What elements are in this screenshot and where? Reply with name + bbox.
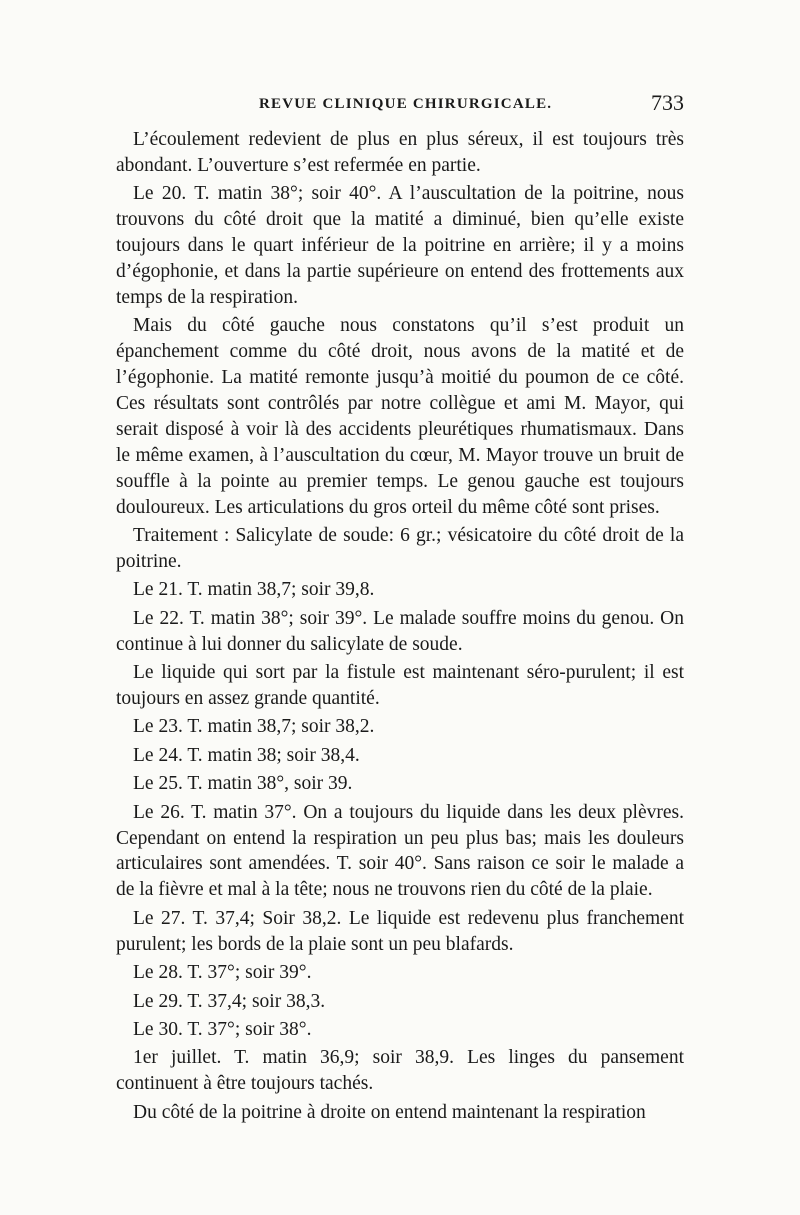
paragraph: Le 20. T. matin 38°; soir 40°. A l’auscultation de la poitrine, nous trouvons du côté droit que la matité a diminué, bien qu’elle existe toujours dans le quart inférieur de la poitrine en arrière; il y a moins d’égophonie, et dans la partie supérieure on entend des frottements aux temps de la respiration. xyxy=(116,183,684,308)
paragraph: Le 21. T. matin 38,7; soir 39,8. xyxy=(133,579,375,601)
page-header xyxy=(116,90,684,120)
paragraph: Le 28. T. 37°; soir 39°. xyxy=(133,962,312,984)
paragraph: Le 25. T. matin 38°, soir 39. xyxy=(133,773,353,795)
paragraph: 1er juillet. T. matin 36,9; soir 38,9. Les linges du pansement continuent à être toujours tachés. xyxy=(116,1047,684,1095)
running-title: REVUE CLINIQUE CHIRURGICALE. xyxy=(259,96,553,112)
body-text xyxy=(116,127,684,1128)
paragraph: Le 30. T. 37°; soir 38°. xyxy=(133,1018,312,1040)
paragraph: Du côté de la poitrine à droite on entend maintenant la respiration xyxy=(133,1101,646,1123)
paragraph: L’écoulement redevient de plus en plus séreux, il est toujours très abondant. L’ouverture s’est refermée en partie. xyxy=(116,129,684,176)
paragraph: Le 26. T. matin 37°. On a toujours du liquide dans les deux plèvres. Cependant on entend la respiration un peu plus bas; mais les douleurs articulaires sont amendées. T. soir 40°. Sans raison ce soir le malade a de la fièvre et mal à la tête; nous ne trouvons rien du côté de la plaie. xyxy=(116,801,684,901)
paragraph: Le liquide qui sort par la fistule est maintenant séro-purulent; il est toujours en assez grande quantité. xyxy=(116,662,684,710)
page-number: 733 xyxy=(651,90,684,115)
paragraph: Traitement : Salicylate de soude: 6 gr.; vésicatoire du côté droit de la poitrine. xyxy=(116,525,684,572)
paragraph: Le 29. T. 37,4; soir 38,3. xyxy=(133,990,326,1012)
paragraph: Le 24. T. matin 38; soir 38,4. xyxy=(133,744,360,766)
paragraph: Le 23. T. matin 38,7; soir 38,2. xyxy=(133,716,375,738)
paragraph: Le 27. T. 37,4; Soir 38,2. Le liquide est redevenu plus franchement purulent; les bords de la plaie sont un peu blafards. xyxy=(116,907,684,955)
paragraph: Mais du côté gauche nous constatons qu’il s’est produit un épanchement comme du côté droit, nous avons de la matité et de l’égophonie. La matité remonte jusqu’à moitié du poumon de ce côté. Ces résultats sont contrôlés par notre collègue et ami M. Mayor, qui serait disposé à voir là des accidents pleurétiques rhumatismaux. Dans le même examen, à l’auscultation du cœur, M. Mayor trouve un bruit de souffle à la pointe au premier temps. Le genou gauche est toujours douloureux. Les articulations du gros orteil du même côté sont prises. xyxy=(116,315,684,518)
paragraph: Le 22. T. matin 38°; soir 39°. Le malade souffre moins du genou. On continue à lui donner du salicylate de soude. xyxy=(116,607,684,655)
